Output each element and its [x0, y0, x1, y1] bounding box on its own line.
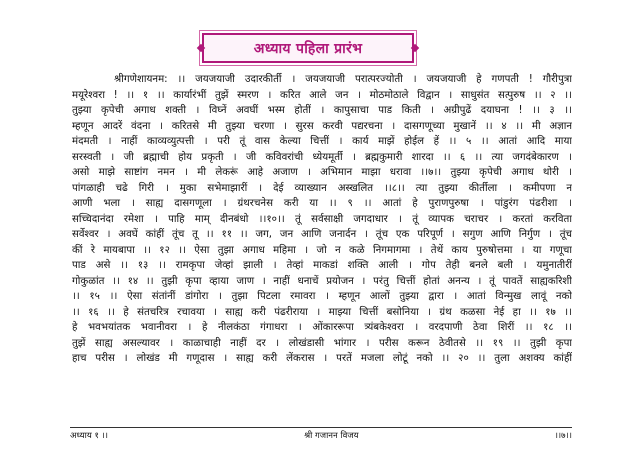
- body-line: गोकुळांत ।। १४ ।। तुझी कृपा व्हाया जाण । नाहीं धनाचें प्रयोजन । परंतु चित्तीं होतां अनन्य । तूं पावतें साह्यकरिशी: [72, 275, 572, 287]
- body-line: सच्चिदानंदा रमेशा । पाहि माम् दीनबंधो ।।१०।। तूं सर्वसाक्षी जगदाधार । तूं व्यापक चराचर । करतां करविता: [72, 213, 572, 225]
- body-line: हाच परीस । लोखंड मी गणूदास । साह्य करी लेंकरास । परतें मजला लोटूं नको ।। २० ।। तुला अशक्य कांहीं: [72, 353, 572, 364]
- body-line: पाड असे ।। १३ ।। रामकृपा जेव्हां झाली । तेव्हां माकडां शक्ति आली । गोप तेही बनले बली । यमुनातीरीं: [72, 260, 572, 271]
- body-line: सरस्वती । जी ब्रह्माची होय प्रकृती । जी कविवरांची ध्येयमूर्ती । ब्रह्मकुमारी शारदा ।। ६ ।। त्या जगदंबेकारण ।: [72, 151, 572, 163]
- body-line: तुझ्या कृपेची अगाध शक्ती । विघ्नें अवघीं भस्म होतीं । कापुसाचा पाड किती । अग्रीपुढें दयाघना ! ।। ३ ।।: [72, 105, 572, 116]
- body-line: आणी भला । साह्य दासगणूला । ग्रंथरचनेस करी या ।। ९ ।। आतां हे पुराणपुरुषा । पांडुरंग पंढरीशा ।: [72, 198, 572, 209]
- body-line: तुझें साह्य असल्यावर । काळाचाही नाहीं दर । लोखंडासी भांगार । परीस करून ठेवीतसे ।। १९ ।। तुझी कृपा: [72, 337, 572, 349]
- body-line: श्रीगणेशायनम: ।। जयजयाजी उदारकीर्ती । जयजयाजी परात्परज्योती । जयजयाजी हे गणपती ! गौरीपुत्रा: [114, 74, 572, 85]
- footer-chapter: अध्याय १ ।।: [70, 431, 109, 441]
- page-footer: [70, 430, 572, 441]
- body-line: पांगळाही चढे गिरी । मुका सभेमाझारीं । देई व्याख्यान अस्खलित ।।८।। त्या तुझ्या कीर्तीला । कमीपणा न: [72, 182, 572, 194]
- body-text: [72, 72, 572, 367]
- footer-divider: [70, 427, 572, 428]
- body-line: मंदमती । नाहीं काव्यव्युत्पत्ती । परी तूं वास केल्या चित्तीं । कार्य माझें होईल हें ।। ५ ।। आतां आदि माया: [72, 136, 572, 147]
- body-line: ।। १५ ।। ऐसा संतांनीं डांगोरा । तुझा पिटला रमावरा । म्हणून आलों तुझ्या द्वारा । आतां विन्मुख लावूं नको: [72, 291, 572, 302]
- body-line: ।। १६ ।। हे संतचरित्र रचावया । साह्य करी पंढरीराया । माझ्या चित्तीं बसोनिया । ग्रंथ कळसा नेई हा ।। १७ ।।: [72, 306, 572, 318]
- footer-page-number: ।।७।।: [554, 431, 572, 441]
- body-line: कीं रे मायबापा ।। १२ ।। ऐसा तुझा अगाध महिमा । जो न कळे निगमागमा । तेथें काय पुरुषोत्तमा । या गणूचा: [72, 244, 572, 256]
- body-line: म्हणून आदरें वंदना । करितसे मी तुझ्या चरणा । सुरस करवी पद्यरचना । दासगणूच्या मुखानें ।। ४ ।। मी अज्ञान: [72, 120, 572, 132]
- body-line: मयूरेश्वरा ! ।। १ ।। कार्यारंभीं तुझें स्मरण । करित आले जन । मोठमोठाले विद्वान । साधुसंत सत्पुरुष ।। २ ।।: [72, 89, 572, 101]
- body-line: असो माझे साष्टांग नमन । मी लेकरूं आहे अजाण । अभिमान माझा धरावा ।।७।। तुझ्या कृपेची अगाध थोरी ।: [72, 167, 572, 178]
- body-line: हे भवभयांतक भवानीवरा । हे नीलकंठा गंगाधरा । ओंकाररूपा त्र्यंबकेश्वरा । वरदपाणी ठेवा शिरीं ।। १८ ।।: [72, 322, 572, 333]
- body-line: सर्वेश्वर । अवघें कांहीं तूंच तू ।। ११ ।। जग, जन आणि जनार्दन । तूंच एक परिपूर्ण । सगुण आणि निर्गुण । तूंच: [72, 229, 572, 240]
- chapter-title-box: [202, 33, 414, 63]
- footer-book-title: श्री गजानन विजय: [304, 431, 359, 441]
- chapter-title: अध्याय पहिला प्रारंभ: [253, 40, 363, 57]
